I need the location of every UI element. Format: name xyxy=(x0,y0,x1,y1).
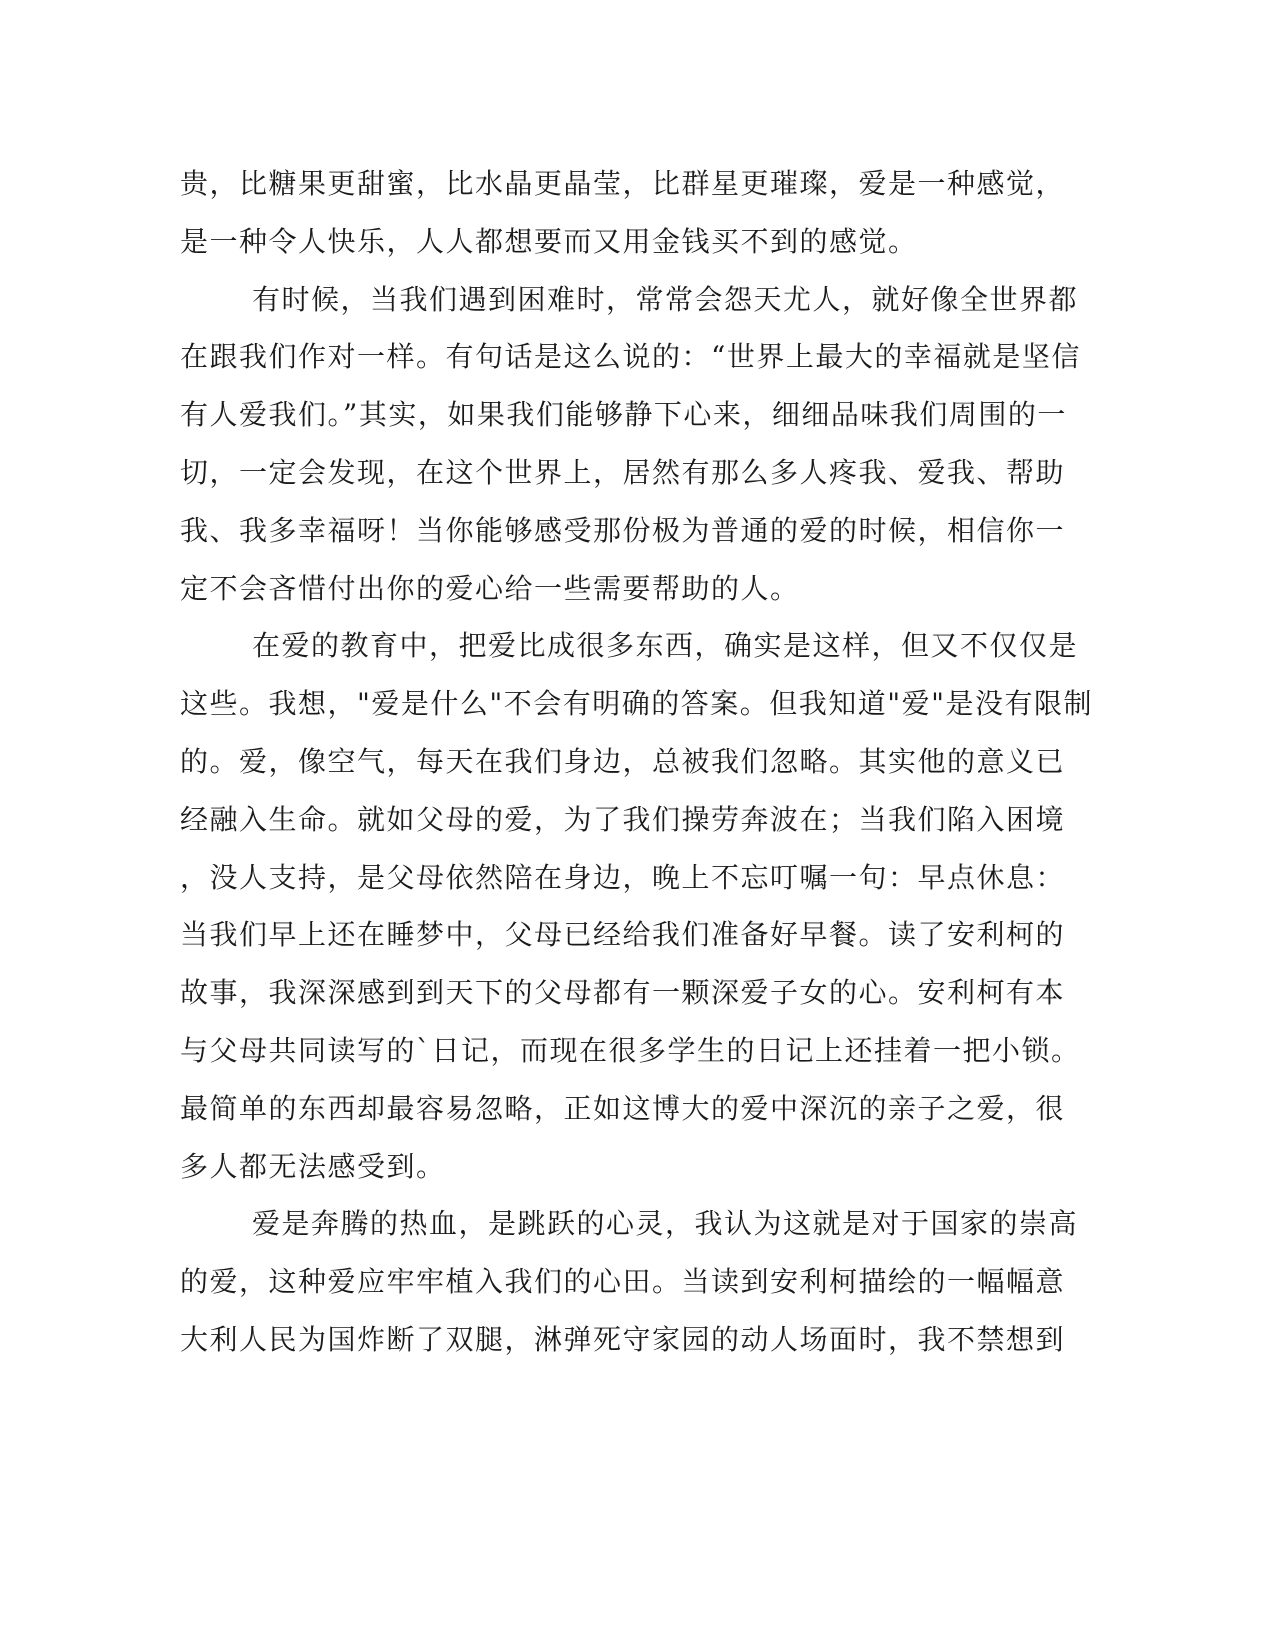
text-line: 贵，比糖果更甜蜜，比水晶更晶莹，比群星更璀璨，爱是一种感觉， xyxy=(180,167,1066,200)
text-line: 最简单的东西却最容易忽略，正如这博大的爱中深沉的亲子之爱，很 xyxy=(180,1091,1066,1125)
text-line: 有人爱我们。”其实，如果我们能够静下心来，细细品味我们周围的一 xyxy=(180,398,1067,432)
text-line: 爱是奔腾的热血，是跳跃的心灵，我认为这就是对于国家的崇高 xyxy=(252,1207,1079,1241)
text-line: 定不会吝惜付出你的爱心给一些需要帮助的人。 xyxy=(180,571,800,605)
text-line: ，没人支持，是父母依然陪在身边，晚上不忘叮嘱一句：早点休息： xyxy=(180,860,1066,894)
text-line: 有时候，当我们遇到困难时，常常会怨天尤人，就好像全世界都 xyxy=(252,282,1079,316)
text-line: 故事，我深深感到到天下的父母都有一颗深爱子女的心。安利柯有本 xyxy=(180,976,1066,1010)
text-line: 大利人民为国炸断了双腿，淋弹死守家园的动人场面时，我不禁想到 xyxy=(180,1322,1066,1356)
text-line: 切，一定会发现，在这个世界上，居然有那么多人疼我、爱我、帮助 xyxy=(180,455,1066,489)
text-line: 我、我多幸福呀！当你能够感受那份极为普通的爱的时候，相信你一 xyxy=(180,513,1066,547)
text-line: 的。爱，像空气，每天在我们身边，总被我们忽略。其实他的意义已 xyxy=(180,744,1066,778)
text-line: 与父母共同读写的`日记，而现在很多学生的日记上还挂着一把小锁。 xyxy=(180,1033,1081,1067)
text-line: 经融入生命。就如父母的爱，为了我们操劳奔波在；当我们陷入困境 xyxy=(180,802,1066,836)
text-line: 当我们早上还在睡梦中，父母已经给我们准备好早餐。读了安利柯的 xyxy=(180,918,1066,952)
document-body xyxy=(180,155,1094,1369)
text-line: 这些。我想，"爱是什么"不会有明确的答案。但我知道"爱"是没有限制 xyxy=(180,687,1094,721)
text-line: 在跟我们作对一样。有句话是这么说的：“世界上最大的幸福就是坚信 xyxy=(180,340,1081,374)
text-line: 多人都无法感受到。 xyxy=(180,1149,446,1183)
text-line: 的爱，这种爱应牢牢植入我们的心田。当读到安利柯描绘的一幅幅意 xyxy=(180,1265,1066,1299)
text-line: 是一种令人快乐，人人都想要而又用金钱买不到的感觉。 xyxy=(180,224,918,258)
text-line: 在爱的教育中，把爱比成很多东西，确实是这样，但又不仅仅是 xyxy=(252,629,1079,663)
